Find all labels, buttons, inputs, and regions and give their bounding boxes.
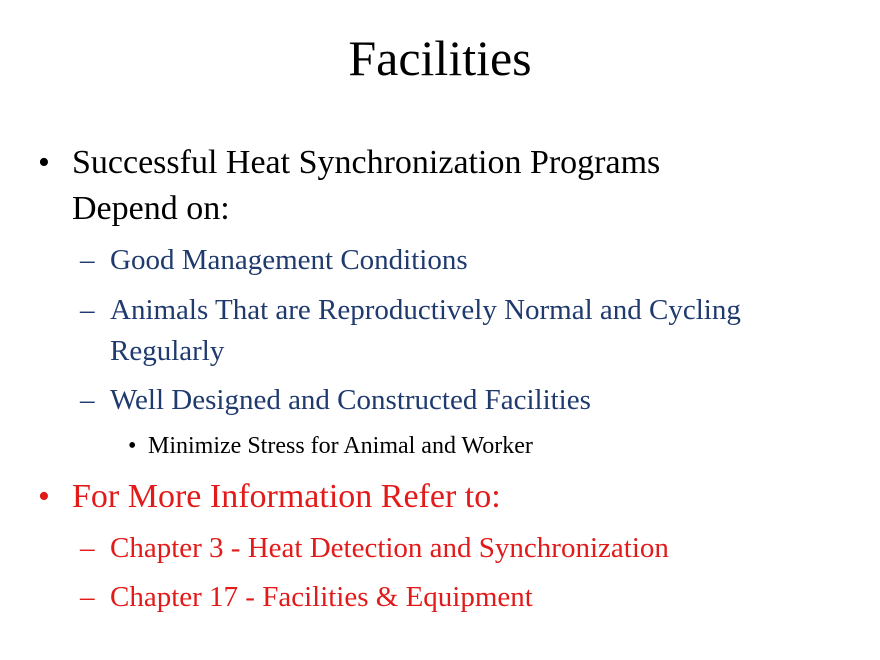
- bullet-text-line: Depend on:: [72, 190, 230, 227]
- sub-bullet-text-line: Regularly: [110, 335, 225, 367]
- bullet-marker: •: [38, 478, 50, 515]
- sub-bullet-item: [80, 577, 870, 618]
- sub-bullet-item: [80, 380, 870, 421]
- sub-bullet-text: Well Designed and Constructed Facilities: [110, 384, 591, 416]
- sub-bullet-text: Chapter 17 - Facilities & Equipment: [110, 581, 533, 613]
- bullet-text-line: Successful Heat Synchronization Programs: [72, 144, 661, 181]
- sub-bullet-item: [80, 528, 870, 569]
- sub-bullet-item: [80, 240, 870, 281]
- dash-marker: –: [80, 384, 95, 416]
- dash-marker: –: [80, 532, 95, 564]
- sub-sub-bullet-text: Minimize Stress for Animal and Worker: [148, 433, 533, 459]
- bullet-marker: •: [128, 433, 137, 459]
- bullet-item: [38, 474, 838, 520]
- sub-bullet-item: [80, 290, 870, 372]
- bullet-text: For More Information Refer to:: [72, 478, 501, 515]
- sub-bullet-text: Chapter 3 - Heat Detection and Synchronization: [110, 532, 669, 564]
- sub-bullet-text: Good Management Conditions: [110, 244, 468, 276]
- dash-marker: –: [80, 294, 95, 326]
- slide-title: Facilities: [348, 30, 532, 86]
- dash-marker: –: [80, 581, 95, 613]
- sub-sub-bullet-item: [128, 430, 848, 462]
- sub-bullet-text-line: Animals That are Reproductively Normal and Cycling: [110, 294, 741, 326]
- bullet-item: [38, 140, 838, 232]
- bullet-marker: •: [38, 144, 50, 181]
- dash-marker: –: [80, 244, 95, 276]
